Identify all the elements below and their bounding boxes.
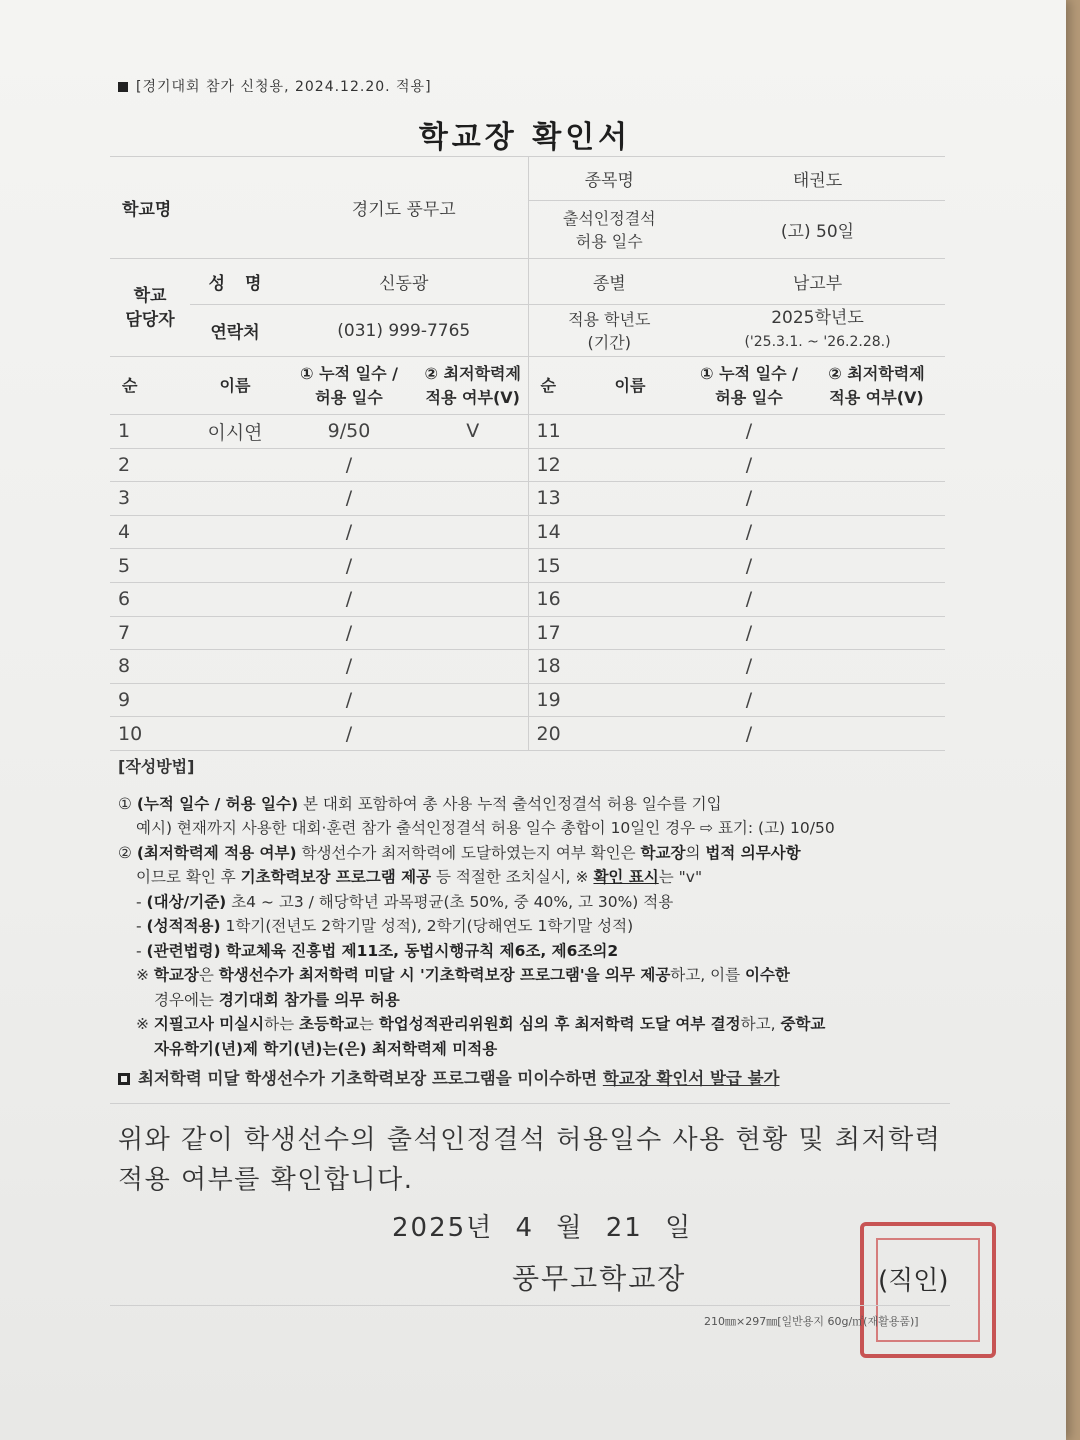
student-name xyxy=(190,549,280,583)
student-name xyxy=(190,582,280,616)
t: 학생선수가 최저학력 미달 시 '기초학력보장 프로그램'을 의무 제공 xyxy=(218,966,671,984)
t: 학교장 xyxy=(153,966,199,984)
instruction-line xyxy=(118,1037,958,1062)
t: 은 xyxy=(198,966,219,984)
table-row xyxy=(110,717,945,751)
t: 는 "v" xyxy=(658,868,703,886)
row-no: 17 xyxy=(528,616,570,650)
col-check-right xyxy=(808,357,945,415)
table-row xyxy=(110,482,945,516)
contact-label: 연락처 xyxy=(190,305,280,357)
principal-title: 풍무고학교장 xyxy=(512,1262,687,1295)
col-check-right-a: ② 최저학력제 xyxy=(828,363,925,383)
days-used: / xyxy=(690,582,808,616)
t: 는 xyxy=(358,1015,379,1033)
t: 자유학기(년)제 학기(년)는(은) 최저학력제 미적용 xyxy=(154,1039,498,1058)
paper-size-note: 210㎜×297㎜[일반용지 60g/㎡(재활용품)] xyxy=(704,1315,919,1328)
info-table xyxy=(110,156,945,751)
instruction-line xyxy=(118,914,958,939)
check-mark xyxy=(418,582,528,616)
col-name-left: 이름 xyxy=(190,357,280,415)
school-label: 학교명 xyxy=(110,157,280,259)
check-mark xyxy=(808,582,945,616)
col-days-left xyxy=(280,357,418,415)
check-mark xyxy=(808,549,945,583)
t: 중학교 xyxy=(780,1015,826,1033)
student-name xyxy=(570,415,690,449)
student-name xyxy=(190,616,280,650)
col-days-right xyxy=(690,357,808,415)
days-used: / xyxy=(280,549,418,583)
contact-value: (031) 999-7765 xyxy=(280,305,528,357)
col-check-left-b: 적용 여부(V) xyxy=(425,387,520,407)
checkbox-bullet-icon xyxy=(118,1073,130,1085)
instruction-line xyxy=(118,1012,958,1037)
manager-label-2: 담당자 xyxy=(125,309,175,330)
instruction-line xyxy=(118,939,958,964)
row-no: 20 xyxy=(528,717,570,751)
student-name xyxy=(570,717,690,751)
student-name xyxy=(190,683,280,717)
days-used: / xyxy=(280,717,418,751)
t: 등 적절한 조치실시, ※ xyxy=(431,868,594,886)
allowed-days-label xyxy=(528,201,690,259)
t: 이므로 확인 후 xyxy=(136,868,241,886)
student-name xyxy=(570,448,690,482)
t: 법적 의무사항 xyxy=(705,843,801,862)
days-used: / xyxy=(690,415,808,449)
col-check-left-a: ② 최저학력제 xyxy=(424,363,521,383)
days-used: / xyxy=(690,650,808,684)
check-mark xyxy=(418,482,528,516)
school-year-label-2: (기간) xyxy=(587,332,631,352)
seal-label: (직인) xyxy=(878,1266,949,1296)
t: (최저학력제 적용 여부) xyxy=(136,843,297,862)
row-no: 4 xyxy=(110,515,190,549)
row-no: 5 xyxy=(110,549,190,583)
check-mark xyxy=(808,717,945,751)
square-bullet-icon xyxy=(118,82,128,92)
row-no: 16 xyxy=(528,582,570,616)
col-no-right: 순 xyxy=(528,357,570,415)
manager-name: 신동광 xyxy=(280,259,528,305)
instruction-line xyxy=(118,963,958,988)
student-name: 이시연 xyxy=(190,415,280,449)
days-used: / xyxy=(280,448,418,482)
t: - xyxy=(136,917,147,935)
check-mark xyxy=(418,448,528,482)
row-no: 14 xyxy=(528,515,570,549)
instruction-line xyxy=(118,841,958,866)
col-no-left: 순 xyxy=(110,357,190,415)
row-no: 1 xyxy=(110,415,190,449)
check-mark xyxy=(418,549,528,583)
student-name xyxy=(570,616,690,650)
col-name-right: 이름 xyxy=(570,357,690,415)
student-name xyxy=(570,482,690,516)
days-used: 9/50 xyxy=(280,415,418,449)
instruction-line xyxy=(118,792,958,817)
row-no: 8 xyxy=(110,650,190,684)
t: (성적적용) xyxy=(146,917,221,935)
t: 확인 표시 xyxy=(593,868,659,886)
t: ※ xyxy=(136,1015,154,1033)
check-mark xyxy=(418,683,528,717)
row-no: 7 xyxy=(110,616,190,650)
t: 본 대회 포함하여 총 사용 누적 출석인정결석 허용 일수를 기입 xyxy=(298,794,722,813)
student-name xyxy=(190,448,280,482)
row-no: 2 xyxy=(110,448,190,482)
check-mark xyxy=(808,448,945,482)
t: ① xyxy=(118,794,137,813)
check-mark: V xyxy=(418,415,528,449)
row-no: 9 xyxy=(110,683,190,717)
t: 최저학력 미달 학생선수가 기초학력보장 프로그램을 미이수하면 xyxy=(138,1069,603,1088)
days-used: / xyxy=(690,448,808,482)
col-days-right-b: 허용 일수 xyxy=(715,387,783,407)
days-used: / xyxy=(280,515,418,549)
t: 학생선수가 최저학력에 도달하였는지 여부 확인은 xyxy=(296,843,641,862)
school-year-value xyxy=(690,305,945,357)
school-year-period: ('25.3.1. ~ '26.2.28.) xyxy=(744,334,891,350)
row-no: 18 xyxy=(528,650,570,684)
t: ※ xyxy=(136,966,154,984)
row-no: 11 xyxy=(528,415,570,449)
instructions-heading: [작성방법] xyxy=(118,757,195,776)
days-used: / xyxy=(280,683,418,717)
student-name xyxy=(570,683,690,717)
t: 하고, xyxy=(740,1015,781,1033)
col-check-left xyxy=(418,357,528,415)
days-used: / xyxy=(690,482,808,516)
t: 1학기(전년도 2학기말 성적), 2학기(당해연도 1학기말 성적) xyxy=(220,917,634,935)
t: 학교장 확인서 발급 불가 xyxy=(602,1069,780,1088)
event-value: 태권도 xyxy=(690,157,945,201)
days-used: / xyxy=(280,582,418,616)
manager-label xyxy=(110,259,190,357)
row-no: 13 xyxy=(528,482,570,516)
divider xyxy=(110,1305,950,1306)
manager-label-1: 학교 xyxy=(133,285,167,306)
table-row xyxy=(110,515,945,549)
t: (누적 일수 / 허용 일수) xyxy=(136,794,299,813)
t: 의 xyxy=(685,843,706,862)
event-label: 종목명 xyxy=(528,157,690,201)
instruction-line xyxy=(118,890,958,915)
days-used: / xyxy=(690,515,808,549)
table-row xyxy=(110,582,945,616)
t: 경기대회 참가를 의무 허용 xyxy=(218,990,400,1009)
category-label: 종별 xyxy=(528,259,690,305)
category-value: 남고부 xyxy=(690,259,945,305)
issue-date: 2025년 4 월 21 일 xyxy=(392,1213,693,1243)
row-no: 12 xyxy=(528,448,570,482)
table-row xyxy=(110,616,945,650)
t: 초4 ~ 고3 / 해당학년 과목평균(초 50%, 중 40%, 고 30%) 적용 xyxy=(226,892,674,911)
col-days-left-a: ① 누적 일수 / xyxy=(300,363,398,383)
check-mark xyxy=(418,515,528,549)
t: (관련법령) 학교체육 진흥법 제11조, 동법시행규칙 제6조, 제6조의2 xyxy=(146,941,619,960)
divider xyxy=(110,1103,950,1104)
student-name xyxy=(570,549,690,583)
col-days-left-b: 허용 일수 xyxy=(315,387,383,407)
check-mark xyxy=(418,717,528,751)
allowed-days-label-2: 허용 일수 xyxy=(575,231,643,251)
student-name xyxy=(190,717,280,751)
table-row xyxy=(110,549,945,583)
check-mark xyxy=(808,683,945,717)
final-notice xyxy=(118,1067,958,1092)
student-name xyxy=(190,650,280,684)
days-used: / xyxy=(690,549,808,583)
t: ② xyxy=(118,843,137,862)
t: 하고, 이를 xyxy=(670,966,745,984)
table-row xyxy=(110,650,945,684)
header-note xyxy=(118,76,432,96)
instruction-line xyxy=(118,865,958,890)
school-value: 경기도 풍무고 xyxy=(280,157,528,259)
t: 하는 xyxy=(264,1015,300,1033)
t: 경우에는 xyxy=(154,990,219,1009)
t: 학교장 xyxy=(640,843,686,862)
confirmation-text: 위와 같이 학생선수의 출석인정결석 허용일수 사용 현황 및 최저학력 적용 여부를 확인합니다. xyxy=(118,1125,942,1195)
row-no: 10 xyxy=(110,717,190,751)
check-mark xyxy=(808,515,945,549)
check-mark xyxy=(418,650,528,684)
school-year: 2025학년도 xyxy=(771,308,864,328)
document-title: 학교장 확인서 xyxy=(418,120,632,155)
instruction-line: 예시) 현재까지 사용한 대회·훈련 참가 출석인정결석 허용 일수 총합이 10일인 경우 ⇨ 표기: (고) 10/50 xyxy=(136,819,835,837)
row-no: 19 xyxy=(528,683,570,717)
school-year-label xyxy=(528,305,690,357)
student-name xyxy=(570,650,690,684)
header-note-text: [경기대회 참가 신청용, 2024.12.20. 적용] xyxy=(136,79,432,95)
row-no: 3 xyxy=(110,482,190,516)
student-name xyxy=(190,482,280,516)
row-no: 6 xyxy=(110,582,190,616)
table-row xyxy=(110,415,945,449)
t: - xyxy=(136,892,147,911)
student-name xyxy=(570,515,690,549)
days-used: / xyxy=(690,717,808,751)
t: - xyxy=(136,941,147,960)
school-year-label-1: 적용 학년도 xyxy=(568,309,651,329)
check-mark xyxy=(418,616,528,650)
instruction-line xyxy=(118,988,958,1013)
student-name xyxy=(190,515,280,549)
t: 기초학력보장 프로그램 제공 xyxy=(240,868,432,886)
days-used: / xyxy=(280,616,418,650)
allowed-days-label-1: 출석인정결석 xyxy=(562,208,656,228)
days-used: / xyxy=(690,616,808,650)
t: 초등학교 xyxy=(299,1015,359,1033)
days-used: / xyxy=(280,650,418,684)
table-row xyxy=(110,448,945,482)
t: 지필고사 미실시 xyxy=(153,1015,265,1033)
check-mark xyxy=(808,616,945,650)
t: (대상/기준) xyxy=(146,892,227,911)
col-check-right-b: 적용 여부(V) xyxy=(829,387,924,407)
days-used: / xyxy=(280,482,418,516)
check-mark xyxy=(808,650,945,684)
allowed-days-value: (고) 50일 xyxy=(690,201,945,259)
row-no: 15 xyxy=(528,549,570,583)
check-mark xyxy=(808,482,945,516)
student-name xyxy=(570,582,690,616)
table-row xyxy=(110,683,945,717)
t: 학업성적관리위원회 심의 후 최저학력 도달 여부 결정 xyxy=(378,1015,741,1033)
col-days-right-a: ① 누적 일수 / xyxy=(700,363,798,383)
t: 이수한 xyxy=(744,966,790,984)
days-used: / xyxy=(690,683,808,717)
instructions xyxy=(118,755,958,1092)
name-label: 성 명 xyxy=(190,259,280,305)
check-mark xyxy=(808,415,945,449)
